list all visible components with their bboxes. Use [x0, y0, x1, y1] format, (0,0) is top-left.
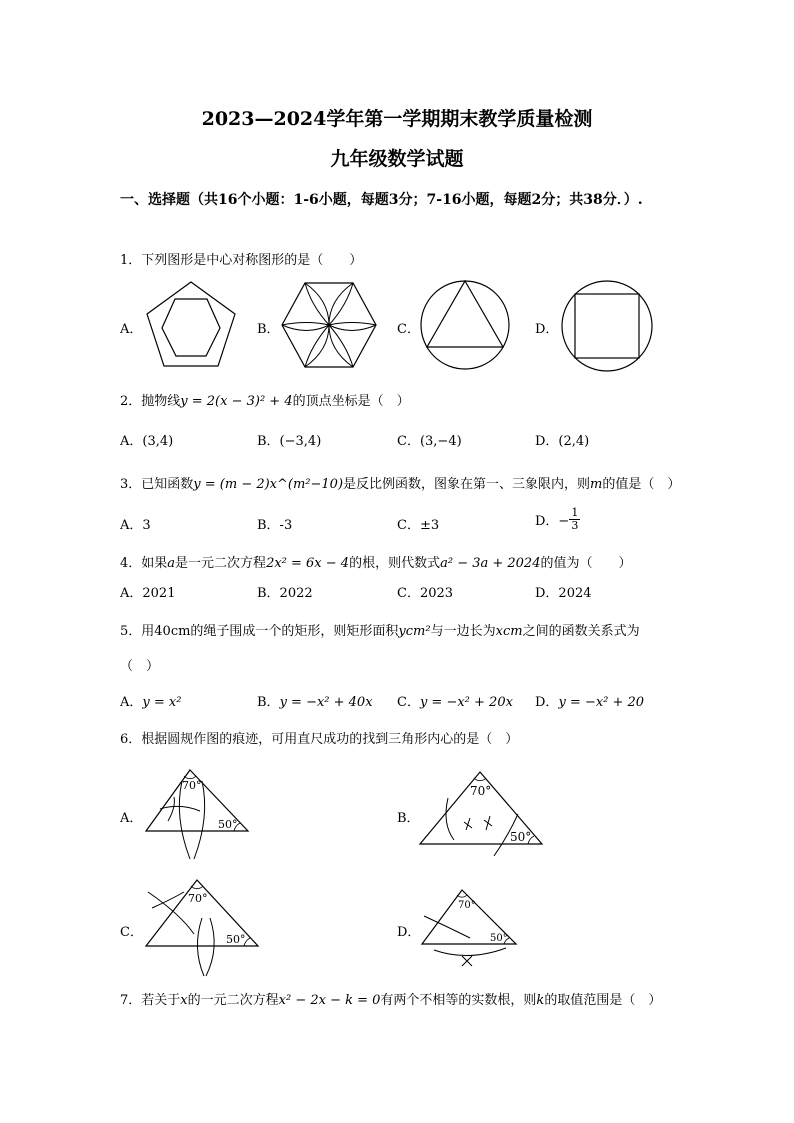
q6-d-angle-right: 50° [490, 933, 508, 944]
q6-option-d-label: D． [397, 925, 421, 940]
q5-stem-mid: 与一边长为 [430, 624, 496, 639]
q2-option-b: B．(−3,4) [257, 434, 322, 449]
q5-stem-prefix: 5．用40cm的绳子围成一个的矩形，则矩形面积 [120, 624, 399, 639]
section-heading: 一、选择题（共16个小题：1-6小题，每题3分；7-16小题，每题2分；共38分．）. [120, 192, 643, 208]
q3-stem-suffix: 的值是（ ） [602, 477, 681, 492]
q2-option-a: A．(3,4) [120, 434, 174, 449]
q5-option-d [535, 691, 644, 710]
q1-figure-a-pentagon-hexagon [140, 276, 240, 372]
q5-option-c-label: C． [397, 695, 420, 710]
q6-option-b-label: B． [397, 811, 420, 826]
q5-option-c-expr: y = −x² + 20x [419, 695, 513, 710]
q6-figure-c-triangle [140, 878, 262, 980]
q4-stem-mid: 是一元二次方程 [175, 556, 267, 571]
q6-a-angle-top: 70° [182, 779, 202, 792]
q6-c-angle-top: 70° [188, 892, 208, 905]
q3-stem-mid: 是反比例函数，图象在第一、三象限内，则 [343, 477, 591, 492]
question-1-stem: 1．下列图形是中心对称图形的是（ ） [120, 253, 363, 268]
question-5-stem [120, 620, 640, 639]
q1-option-d-label: D． [535, 322, 559, 337]
q3-option-a: A．3 [120, 518, 151, 533]
q4-variable-a: a [167, 556, 176, 571]
q5-option-d-label: D． [535, 695, 559, 710]
q5-variable-x: xcm [495, 624, 523, 639]
q4-option-d: D．2024 [535, 586, 592, 601]
exam-title: 2023—2024学年第一学期期末教学质量检测 [201, 108, 593, 130]
q7-stem-suffix: 的取值范围是（ ） [544, 993, 662, 1008]
q6-figure-b-triangle [418, 770, 546, 862]
q3-option-c: C．±3 [397, 518, 440, 533]
q1-figure-d-circle-square [560, 279, 654, 373]
q4-stem-mid2: 的根，则代数式 [349, 556, 441, 571]
q5-option-c [397, 691, 513, 710]
q6-c-angle-right: 50° [226, 933, 246, 946]
question-6-stem: 6．根据圆规作图的痕迹，可用直尺成功的找到三角形内心的是（ ） [120, 732, 519, 747]
q4-option-a: A．2021 [120, 586, 176, 601]
q6-figure-a-triangle [140, 767, 252, 863]
fraction-numerator: 1 [571, 506, 579, 519]
q7-stem-prefix: 7．若关于 [120, 993, 181, 1008]
q7-variable-k: k [536, 993, 545, 1008]
q4-option-c: C．2023 [397, 586, 454, 601]
q1-figure-c-circle-triangle [419, 279, 511, 371]
q7-stem-mid: 的一元二次方程 [187, 993, 279, 1008]
q6-option-a-label: A． [120, 811, 143, 826]
q2-equation: y = 2(x − 3)² + 4 [180, 394, 293, 409]
q2-stem-suffix: 的顶点坐标是（ ） [292, 394, 410, 409]
q7-equation: x² − 2x − k = 0 [278, 993, 381, 1008]
q4-option-b: B．2022 [257, 586, 313, 601]
q5-stem-suffix: 之间的函数关系式为 [522, 624, 640, 639]
q5-option-a-label: A． [120, 695, 143, 710]
q4-stem-prefix: 4．如果 [120, 556, 168, 571]
q4-equation: 2x² = 6x − 4 [266, 556, 350, 571]
q3-function: y = (m − 2)x^(m²−10) [193, 477, 344, 492]
q1-figure-b-hexagon-petals [281, 280, 377, 370]
q1-option-b-label: B． [257, 322, 280, 337]
q6-a-angle-right: 50° [218, 818, 238, 831]
q5-option-b-label: B． [257, 695, 280, 710]
fraction-denominator: 3 [571, 519, 579, 532]
q3-option-d [535, 507, 580, 532]
q5-variable-y: ycm² [398, 624, 431, 639]
q1-option-c-label: C． [397, 322, 420, 337]
question-4-stem [120, 552, 632, 571]
q2-option-d: D．(2,4) [535, 434, 590, 449]
q5-option-d-expr: y = −x² + 20 [558, 695, 645, 710]
q3-option-d-label: D．− [535, 514, 570, 529]
question-2-stem [120, 390, 410, 409]
q3-option-d-fraction [569, 507, 580, 532]
question-7-stem [120, 989, 661, 1008]
q5-option-a-expr: y = x² [142, 695, 182, 710]
q6-b-angle-top: 70° [470, 784, 492, 798]
q5-option-b-expr: y = −x² + 40x [279, 695, 373, 710]
q3-variable-m: m [590, 477, 603, 492]
q3-option-b: B．-3 [257, 518, 293, 533]
q7-variable-x: x [180, 993, 188, 1008]
q2-stem-prefix: 2．抛物线 [120, 394, 181, 409]
q6-option-c-label: C． [120, 925, 143, 940]
q6-figure-d-triangle [420, 888, 520, 968]
exam-subtitle: 九年级数学试题 [330, 148, 464, 170]
q6-d-angle-top: 70° [458, 900, 476, 911]
q5-answer-paren: （ ） [120, 659, 160, 674]
q1-option-a-label: A． [120, 322, 143, 337]
q2-option-c: C．(3,−4) [397, 434, 462, 449]
q4-expression: a² − 3a + 2024 [440, 556, 541, 571]
q5-option-a [120, 691, 181, 710]
q3-stem-prefix: 3．已知函数 [120, 477, 194, 492]
q6-b-angle-right: 50° [510, 830, 532, 844]
q7-stem-mid2: 有两个不相等的实数根，则 [380, 993, 537, 1008]
q4-stem-suffix: 的值为（ ） [540, 556, 632, 571]
question-3-stem [120, 473, 680, 492]
q5-option-b [257, 691, 373, 710]
